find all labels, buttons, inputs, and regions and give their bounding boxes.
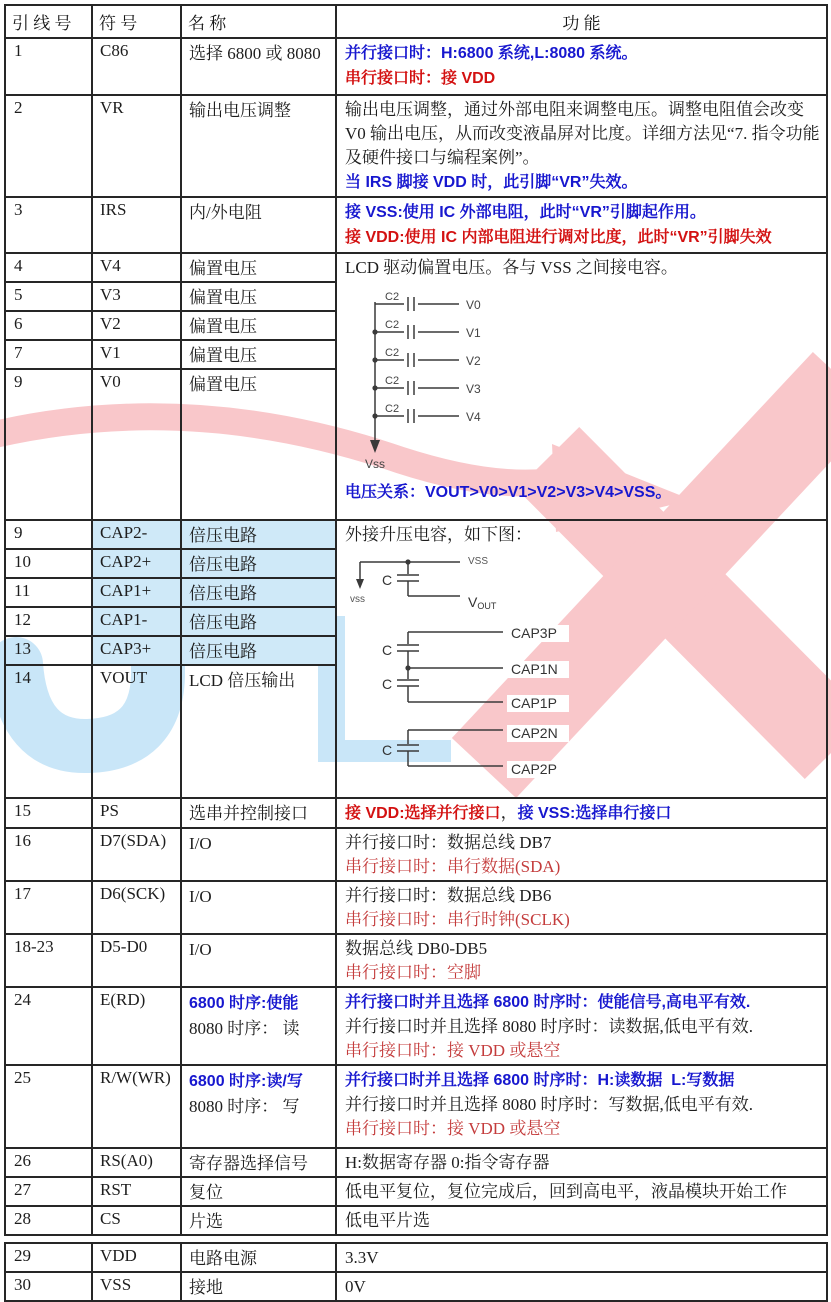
text-segment: 并行接口时：数据总线 DB6 [345, 886, 552, 905]
cell-function [336, 934, 827, 987]
fn-line [345, 1209, 822, 1233]
cell-pin-number: 11 [5, 578, 92, 607]
table-row-pin-24 [5, 987, 827, 1065]
cell-name [181, 95, 336, 197]
cell-pin-number: 14 [5, 665, 92, 798]
cell-pin-number: 28 [5, 1206, 92, 1235]
cell-pin-number: 29 [5, 1243, 92, 1272]
text-segment: 片选 [189, 1212, 223, 1231]
fn-line [345, 855, 822, 879]
net-label-cap3p: CAP3P [511, 625, 557, 641]
cell-function [336, 1206, 827, 1235]
header-row [5, 5, 827, 38]
cell-name [181, 282, 336, 311]
pin-function-table-continued [4, 1242, 828, 1302]
name-line [189, 639, 331, 664]
name-line [189, 990, 331, 1016]
cell-name [181, 197, 336, 253]
text-segment: 并行接口时并且选择 6800 时序时：H:读数据 L:写数据 [345, 1072, 735, 1089]
text-segment: 偏置电压 [189, 375, 257, 394]
cap-label: C2 [385, 403, 400, 415]
cell-function [336, 1177, 827, 1206]
text-segment: 8080 时序： 读 [189, 1019, 300, 1038]
fn-line [345, 1093, 822, 1117]
header-pin: 引 线 号 [5, 5, 92, 38]
table-row-pin-17 [5, 881, 827, 934]
name-line [189, 343, 331, 368]
name-line [189, 372, 331, 397]
text-segment: 并行接口时：H:6800 系统,L:8080 系统。 [345, 45, 638, 62]
text-segment: 当 IRS 脚接 VDD 时，此引脚“VR”失效。 [345, 174, 638, 191]
name-line [189, 256, 331, 281]
fn-line [345, 1068, 822, 1093]
cell-symbol: RST [92, 1177, 181, 1206]
table-row-pin-15 [5, 798, 827, 828]
fn-line [345, 908, 822, 932]
cell-function [336, 987, 827, 1065]
cell-pin-number: 26 [5, 1148, 92, 1177]
cell-symbol: D7(SDA) [92, 828, 181, 881]
cell-pin-number: 27 [5, 1177, 92, 1206]
text-segment: 接 VDD:选择并行接口 [345, 805, 501, 822]
net-label-cap1n: CAP1N [511, 661, 558, 677]
text-segment: 8080 时序： 写 [189, 1097, 300, 1116]
charge-pump-capacitor-diagram [345, 548, 645, 783]
table-row-pin-26 [5, 1148, 827, 1177]
text-segment: 接地 [189, 1278, 223, 1297]
cell-name [181, 1272, 336, 1301]
cell-pin-number: 1 [5, 38, 92, 95]
cell-symbol: CS [92, 1206, 181, 1235]
text-segment: 偏置电压 [189, 288, 257, 307]
cell-symbol: V3 [92, 282, 181, 311]
cell-symbol: E(RD) [92, 987, 181, 1065]
table-row-pin-2 [5, 95, 827, 197]
cell-symbol: IRS [92, 197, 181, 253]
cell-pin-number: 12 [5, 607, 92, 636]
text-segment: 倍压电路 [189, 613, 257, 632]
text-segment: 串行接口时：串行数据(SDA) [345, 857, 561, 876]
name-line [189, 523, 331, 548]
table-row-pin-25 [5, 1065, 827, 1148]
net-label-cap2p: CAP2P [511, 761, 557, 777]
name-line [189, 610, 331, 635]
bias-intro [345, 256, 822, 280]
text-segment: 接 VSS:选择串行接口 [517, 805, 672, 822]
cell-name [181, 38, 336, 95]
cell-name [181, 311, 336, 340]
cell-function-pump [336, 520, 827, 798]
text-segment: 倍压电路 [189, 584, 257, 603]
cell-symbol: C86 [92, 38, 181, 95]
name-line [189, 314, 331, 339]
cell-symbol: CAP1- [92, 607, 181, 636]
net-label-v1: V1 [466, 326, 481, 340]
text-segment: 0V [345, 1277, 366, 1296]
cell-function [336, 197, 827, 253]
cell-function-bias [336, 253, 827, 520]
cell-pin-number: 6 [5, 311, 92, 340]
text-segment: 串行接口时：空脚 [345, 963, 481, 982]
cell-pin-number: 15 [5, 798, 92, 828]
cell-pin-number: 7 [5, 340, 92, 369]
fn-line [345, 66, 822, 91]
name-line [189, 1068, 331, 1094]
text-segment: 寄存器选择信号 [189, 1154, 308, 1173]
name-line [189, 831, 331, 856]
cell-function [336, 881, 827, 934]
voltage-relation-note [345, 481, 671, 505]
cell-symbol: VSS [92, 1272, 181, 1301]
text-segment: 输出电压调整，通过外部电阻来调整电压。调整电阻值会改变 V0 输出电压，从而改变液晶屏对比度。详细方法见“7. 指令功能及硬件接口与编程案例”。 [345, 100, 820, 167]
fn-line [345, 1039, 822, 1063]
net-label-vss-left: vss [350, 594, 365, 605]
cap-label: C2 [385, 375, 400, 387]
cell-pin-number: 30 [5, 1272, 92, 1301]
table-row-pin-29 [5, 1243, 827, 1272]
datasheet-page [4, 4, 828, 1302]
cell-name [181, 340, 336, 369]
fn-line [345, 801, 822, 826]
cap-label: C [382, 572, 393, 588]
cap-label: C2 [385, 292, 400, 303]
fn-line [345, 98, 822, 170]
text-segment: 串行接口时：接 VDD [345, 70, 496, 87]
name-line [189, 98, 331, 123]
net-label-v4: V4 [466, 410, 481, 424]
cell-pin-number: 13 [5, 636, 92, 665]
name-line [189, 552, 331, 577]
name-line [189, 884, 331, 909]
cell-pin-number: 25 [5, 1065, 92, 1148]
cell-name [181, 1243, 336, 1272]
text-segment: 选串并控制接口 [189, 804, 308, 823]
cell-function [336, 38, 827, 95]
cell-symbol: D6(SCK) [92, 881, 181, 934]
table-row-pin-18-23 [5, 934, 827, 987]
cell-symbol: D5-D0 [92, 934, 181, 987]
text-segment: I/O [189, 887, 212, 906]
cell-symbol: CAP1+ [92, 578, 181, 607]
text-segment: 接 VSS:使用 IC 外部电阻，此时“VR”引脚起作用。 [345, 204, 706, 221]
name-line [189, 581, 331, 606]
cell-name [181, 607, 336, 636]
cell-symbol: V0 [92, 369, 181, 520]
text-segment: 数据总线 DB0-DB5 [345, 939, 488, 958]
cell-pin-number: 18-23 [5, 934, 92, 987]
table-row-pin-28 [5, 1206, 827, 1235]
cell-name [181, 1148, 336, 1177]
fn-line [345, 1117, 822, 1141]
bias-voltage-capacitor-diagram [355, 292, 507, 474]
cell-pin-number: 4 [5, 253, 92, 282]
name-line [189, 1275, 331, 1300]
name-line [189, 801, 331, 826]
text-segment: 倍压电路 [189, 526, 257, 545]
fn-line [345, 990, 822, 1015]
cap-label: C [382, 676, 393, 692]
cell-symbol: VDD [92, 1243, 181, 1272]
cell-pin-number: 2 [5, 95, 92, 197]
cell-function [336, 828, 827, 881]
cell-name [181, 665, 336, 798]
net-label-vss-top: VSS [468, 556, 489, 567]
cell-name [181, 1065, 336, 1148]
text-segment: 串行接口时：接 VDD 或悬空 [345, 1041, 561, 1060]
text-segment: 复位 [189, 1183, 223, 1202]
cap-label: C [382, 742, 393, 758]
fn-line [345, 884, 822, 908]
text-segment: 倍压电路 [189, 642, 257, 661]
cell-function [336, 1243, 827, 1272]
table-row-pin-9 [5, 520, 827, 549]
fn-line [345, 200, 822, 225]
fn-line [345, 225, 822, 250]
cell-name [181, 578, 336, 607]
cell-symbol: R/W(WR) [92, 1065, 181, 1148]
name-line [189, 285, 331, 310]
cell-pin-number: 3 [5, 197, 92, 253]
name-line [189, 1151, 331, 1176]
text-segment: 并行接口时：数据总线 DB7 [345, 833, 552, 852]
net-label-vss: Vss [365, 457, 386, 471]
fn-line [345, 937, 822, 961]
fn-line [345, 41, 822, 66]
cell-pin-number: 17 [5, 881, 92, 934]
cell-symbol: CAP2- [92, 520, 181, 549]
text-segment: 并行接口时并且选择 8080 时序时：读数据,低电平有效. [345, 1017, 753, 1036]
text-segment: 低电平复位，复位完成后，回到高电平，液晶模块开始工作 [345, 1182, 787, 1201]
fn-line [345, 1275, 822, 1299]
name-line [189, 937, 331, 962]
text-segment: 偏置电压 [189, 346, 257, 365]
name-line [189, 668, 331, 693]
text-segment: 偏置电压 [189, 317, 257, 336]
text-segment: 并行接口时并且选择 8080 时序时：写数据,低电平有效. [345, 1095, 753, 1114]
text-segment: 内/外电阻 [189, 203, 262, 222]
cell-name [181, 549, 336, 578]
text-segment: 输出电压调整 [189, 101, 291, 120]
name-line [189, 1209, 331, 1234]
cell-symbol: V1 [92, 340, 181, 369]
cell-symbol: V4 [92, 253, 181, 282]
text-segment: 低电平片选 [345, 1211, 430, 1230]
text-segment: 串行接口时：串行时钟(SCLK) [345, 910, 570, 929]
text-segment: 偏置电压 [189, 259, 257, 278]
cell-name [181, 1177, 336, 1206]
fn-line [345, 1151, 822, 1175]
text-segment: LCD 倍压输出 [189, 671, 296, 690]
cell-symbol: VR [92, 95, 181, 197]
cell-function [336, 95, 827, 197]
name-line [189, 200, 331, 225]
text-segment: 电压关系：VOUT>V0>V1>V2>V3>V4>VSS。 [345, 484, 672, 501]
cap-label: C [382, 642, 393, 658]
text-segment: LCD 驱动偏置电压。各与 VSS 之间接电容。 [345, 258, 678, 277]
fn-line [345, 1246, 822, 1270]
cell-name [181, 828, 336, 881]
cell-function [336, 1065, 827, 1148]
cell-pin-number: 5 [5, 282, 92, 311]
table-row-pin-3 [5, 197, 827, 253]
cell-symbol: CAP2+ [92, 549, 181, 578]
net-label-cap2n: CAP2N [511, 725, 558, 741]
cell-symbol: V2 [92, 311, 181, 340]
header-function: 功 能 [336, 5, 827, 38]
table-row-pin-30 [5, 1272, 827, 1301]
header-name: 名 称 [181, 5, 336, 38]
cell-pin-number: 9 [5, 369, 92, 520]
name-line [189, 1094, 331, 1119]
cell-function [336, 1272, 827, 1301]
name-line [189, 1246, 331, 1271]
table-row-pin-4 [5, 253, 827, 282]
cell-function [336, 1148, 827, 1177]
text-segment: 接 VDD:使用 IC 内部电阻进行调对比度，此时“VR”引脚失效 [345, 229, 772, 246]
pump-intro [345, 523, 822, 547]
cell-name [181, 881, 336, 934]
table-row-pin-16 [5, 828, 827, 881]
cell-name [181, 987, 336, 1065]
cell-pin-number: 9 [5, 520, 92, 549]
text-segment: 倍压电路 [189, 555, 257, 574]
table-row-pin-1 [5, 38, 827, 95]
fn-line [345, 961, 822, 985]
text-segment: 电路电源 [189, 1249, 257, 1268]
name-line [189, 1016, 331, 1041]
cell-symbol: VOUT [92, 665, 181, 798]
text-segment: 6800 时序:使能 [189, 995, 299, 1012]
text-segment: 并行接口时并且选择 6800 时序时：使能信号,高电平有效. [345, 994, 751, 1011]
cell-name [181, 253, 336, 282]
net-label-v0: V0 [466, 298, 481, 312]
cell-name [181, 520, 336, 549]
cell-name [181, 636, 336, 665]
fn-line [345, 831, 822, 855]
net-label-vout: VOUT [468, 594, 497, 611]
text-segment: ， [500, 803, 518, 822]
name-line [189, 41, 331, 66]
text-segment: 3.3V [345, 1248, 379, 1267]
pin-function-table [4, 4, 828, 1236]
cell-pin-number: 10 [5, 549, 92, 578]
cell-name [181, 1206, 336, 1235]
text-segment: 6800 时序:读/写 [189, 1073, 303, 1090]
text-segment: 串行接口时：接 VDD 或悬空 [345, 1119, 561, 1138]
text-segment: I/O [189, 834, 212, 853]
cap-label: C2 [385, 319, 400, 331]
cell-name [181, 369, 336, 520]
cell-symbol: CAP3+ [92, 636, 181, 665]
fn-line [345, 170, 822, 195]
cell-symbol: PS [92, 798, 181, 828]
cell-pin-number: 16 [5, 828, 92, 881]
header-symbol: 符 号 [92, 5, 181, 38]
cell-function [336, 798, 827, 828]
net-label-cap1p: CAP1P [511, 695, 557, 711]
table-row-pin-27 [5, 1177, 827, 1206]
net-label-v3: V3 [466, 382, 481, 396]
cap-label: C2 [385, 347, 400, 359]
cell-name [181, 934, 336, 987]
cell-pin-number: 24 [5, 987, 92, 1065]
text-segment: H:数据寄存器 0:指令寄存器 [345, 1153, 550, 1172]
text-segment: 选择 6800 或 8080 [189, 44, 321, 63]
text-segment: 外接升压电容，如下图： [345, 525, 532, 544]
cell-symbol: RS(A0) [92, 1148, 181, 1177]
cell-name [181, 798, 336, 828]
net-label-v2: V2 [466, 354, 481, 368]
fn-line [345, 1015, 822, 1039]
text-segment: I/O [189, 940, 212, 959]
name-line [189, 1180, 331, 1205]
fn-line [345, 1180, 822, 1204]
